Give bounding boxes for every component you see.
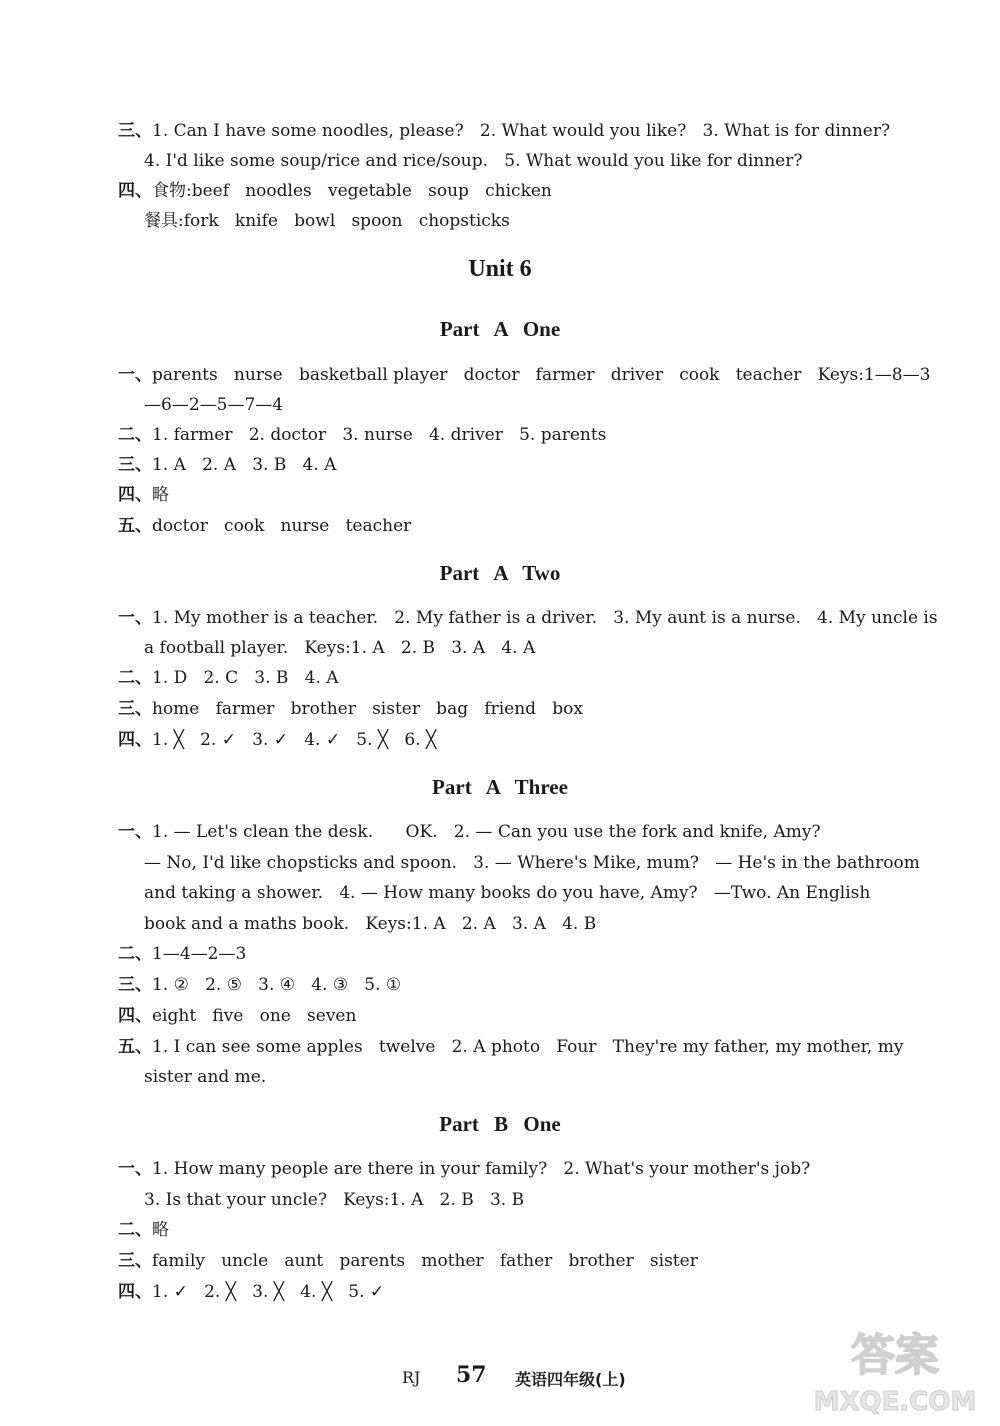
answer-text: 3. Is that your uncle? Keys:1. A 2. B 3. B xyxy=(144,1190,525,1210)
answer-text: 1. ✓ 2. ╳ 3. ╳ 4. ╳ 5. ✓ xyxy=(152,1282,385,1302)
answer-line-l13 xyxy=(118,667,339,689)
answer-text: — No, I'd like chopsticks and spoon. 3. — Where's Mike, mum? — He's in the bathroom xyxy=(144,853,920,873)
question-number: 一、 xyxy=(118,365,152,385)
answer-text: home farmer brother sister bag friend box xyxy=(152,699,583,719)
answer-text: 1. A 2. A 3. B 4. A xyxy=(152,455,337,475)
answer-text: 1. Can I have some noodles, please? 2. What would you like? 3. What is for dinner? xyxy=(152,121,891,141)
answer-text: 1. My mother is a teacher. 2. My father is a driver. 3. My aunt is a nurse. 4. My uncle is xyxy=(152,608,938,628)
question-number: 四、 xyxy=(118,1006,152,1026)
svg-text:答案: 答案 xyxy=(851,1330,939,1381)
question-number: 三、 xyxy=(118,1251,152,1271)
question-number: 二、 xyxy=(118,1220,152,1240)
answer-line-l02 xyxy=(144,150,802,172)
answer-line-l19 xyxy=(144,913,596,935)
question-number: 四、 xyxy=(118,485,152,505)
question-number: 一、 xyxy=(118,1159,152,1179)
answer-text: book and a maths book. Keys:1. A 2. A 3. A 4. B xyxy=(144,914,597,934)
question-number: 一、 xyxy=(118,608,152,628)
answer-line-l20 xyxy=(118,943,246,965)
answer-text: 略 xyxy=(152,485,169,505)
answer-text: doctor cook nurse teacher xyxy=(152,516,412,536)
answer-line-l28 xyxy=(118,1250,698,1272)
book-title: 英语四年级(上) xyxy=(515,1370,626,1389)
question-number: 四、 xyxy=(118,730,152,750)
answer-line-l07 xyxy=(118,424,606,446)
question-number: 三、 xyxy=(118,455,152,475)
page-number: 57 xyxy=(456,1362,487,1388)
answer-line-l14 xyxy=(118,698,583,720)
edition-code: RJ xyxy=(402,1368,421,1387)
answer-line-l24 xyxy=(144,1066,266,1088)
answer-line-l25 xyxy=(118,1158,810,1180)
answer-line-l17 xyxy=(144,852,920,874)
answer-text: sister and me. xyxy=(144,1067,267,1087)
question-number: 三、 xyxy=(118,975,152,995)
question-number: 二、 xyxy=(118,944,152,964)
answer-line-l29 xyxy=(118,1281,384,1303)
answer-line-l15 xyxy=(118,729,436,751)
svg-text:MXQE.COM: MXQE.COM xyxy=(813,1387,977,1417)
answer-line-l11 xyxy=(118,607,938,629)
answer-text: eight five one seven xyxy=(152,1006,357,1026)
answer-text: 1. farmer 2. doctor 3. nurse 4. driver 5. parents xyxy=(152,425,607,445)
answer-line-l06 xyxy=(144,394,283,416)
section-heading-part-a-three: Part A Three xyxy=(432,775,568,799)
answer-text: 1. D 2. C 3. B 4. A xyxy=(152,668,339,688)
answer-line-l01 xyxy=(118,120,890,142)
answer-text: 略 xyxy=(152,1220,169,1240)
answer-line-l12 xyxy=(144,637,535,659)
answer-line-l16 xyxy=(118,821,821,843)
answer-text: 食物:beef noodles vegetable soup chicken xyxy=(152,181,552,201)
answer-line-l10 xyxy=(118,515,411,537)
answer-text: parents nurse basketball player doctor farmer driver cook teacher Keys:1—8—3 xyxy=(152,365,931,385)
answer-line-l22 xyxy=(118,1005,356,1027)
answer-text: 1. ② 2. ⑤ 3. ④ 4. ③ 5. ① xyxy=(152,975,402,995)
question-number: 三、 xyxy=(118,121,152,141)
answer-line-l05 xyxy=(118,364,930,386)
question-number: 四、 xyxy=(118,1282,152,1302)
answer-text: 1. How many people are there in your family? 2. What's your mother's job? xyxy=(152,1159,811,1179)
unit-title: Unit 6 xyxy=(468,256,532,282)
answer-text: 4. I'd like some soup/rice and rice/soup. 5. What would you like for dinner? xyxy=(144,151,803,171)
answer-line-l03 xyxy=(118,180,552,202)
answer-line-l09 xyxy=(118,484,169,506)
answer-line-l26 xyxy=(144,1189,524,1211)
answer-text: 1. — Let's clean the desk. OK. 2. — Can you use the fork and knife, Amy? xyxy=(152,822,821,842)
question-number: 五、 xyxy=(118,1037,152,1057)
answer-line-l08 xyxy=(118,454,336,476)
question-number: 一、 xyxy=(118,822,152,842)
watermark-logo xyxy=(795,1318,995,1418)
section-heading-part-a-two: Part A Two xyxy=(439,561,561,585)
question-number: 三、 xyxy=(118,699,152,719)
answer-line-l23 xyxy=(118,1036,903,1058)
answer-line-l04 xyxy=(144,210,510,232)
answer-line-l18 xyxy=(144,882,870,904)
answer-line-l21 xyxy=(118,974,401,996)
answer-text: a football player. Keys:1. A 2. B 3. A 4. A xyxy=(144,638,536,658)
section-heading-part-b-one: Part B One xyxy=(439,1112,561,1136)
answer-text: 1. ╳ 2. ✓ 3. ✓ 4. ✓ 5. ╳ 6. ╳ xyxy=(152,730,437,750)
answer-text: family uncle aunt parents mother father brother sister xyxy=(152,1251,698,1271)
answer-text: 1. I can see some apples twelve 2. A photo Four They're my father, my mother, my xyxy=(152,1037,904,1057)
section-heading-part-a-one: Part A One xyxy=(439,317,561,341)
question-number: 四、 xyxy=(118,181,152,201)
question-number: 二、 xyxy=(118,668,152,688)
answer-line-l27 xyxy=(118,1219,169,1241)
answer-text: 餐具:fork knife bowl spoon chopsticks xyxy=(144,211,510,231)
answer-text: and taking a shower. 4. — How many books do you have, Amy? —Two. An English xyxy=(144,883,871,903)
question-number: 二、 xyxy=(118,425,152,445)
question-number: 五、 xyxy=(118,516,152,536)
answer-text: 1—4—2—3 xyxy=(152,944,247,964)
answer-text: —6—2—5—7—4 xyxy=(144,395,284,415)
